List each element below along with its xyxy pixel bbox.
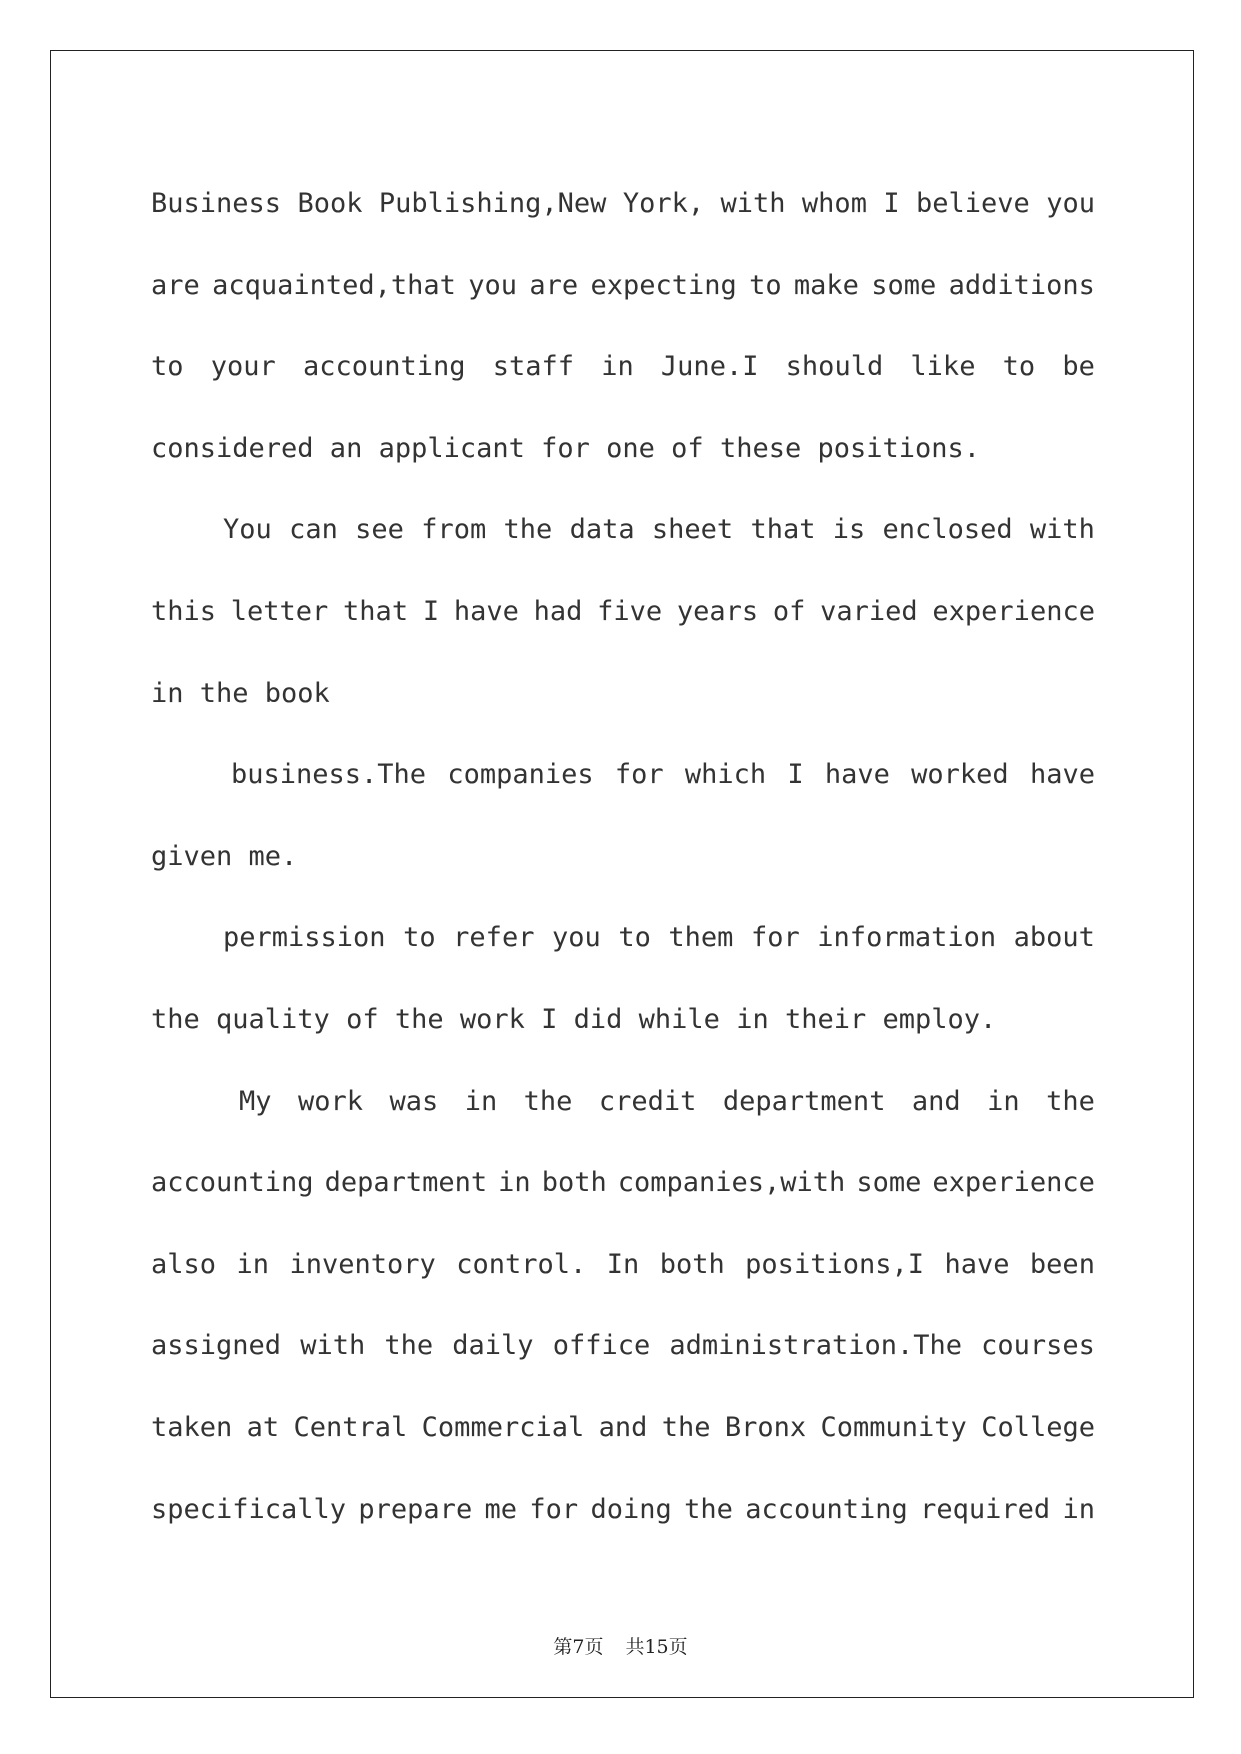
word: also xyxy=(151,1248,217,1280)
word: refer xyxy=(453,922,535,954)
word: in xyxy=(236,1248,269,1280)
word: to xyxy=(618,922,651,954)
word: in xyxy=(464,1085,498,1117)
word: is xyxy=(832,514,866,546)
word: Book xyxy=(297,188,363,219)
word: like xyxy=(910,351,976,383)
word: at xyxy=(246,1411,280,1443)
word: inventory xyxy=(289,1248,436,1280)
word: had xyxy=(533,595,583,627)
word: are xyxy=(529,269,579,301)
word: me xyxy=(484,1493,518,1525)
word: worked xyxy=(911,759,1009,791)
word: accounting xyxy=(745,1493,908,1525)
word: have xyxy=(944,1248,1010,1280)
word: for xyxy=(529,1493,579,1525)
word: and xyxy=(598,1411,648,1443)
word: was xyxy=(389,1085,439,1117)
word: I xyxy=(787,759,804,791)
word: daily xyxy=(452,1330,534,1362)
text-line xyxy=(151,734,1095,816)
word: in xyxy=(498,1167,531,1199)
word: see xyxy=(355,514,404,546)
word: with xyxy=(720,188,786,219)
word: this xyxy=(151,595,217,627)
text-line xyxy=(151,571,1095,653)
word: You xyxy=(223,514,272,546)
word: accounting xyxy=(151,1167,314,1199)
word: be xyxy=(1062,351,1095,383)
word: Publishing,New xyxy=(378,188,607,219)
word: the xyxy=(503,514,553,546)
word: department xyxy=(324,1167,488,1199)
word: whom xyxy=(801,188,867,219)
word: Community xyxy=(820,1411,967,1443)
text-line xyxy=(151,163,1095,245)
word: varied xyxy=(820,595,918,627)
word: the xyxy=(684,1493,733,1525)
word: companies xyxy=(447,759,594,791)
word: I xyxy=(422,595,440,627)
page-footer xyxy=(0,1632,1241,1659)
word: to xyxy=(1002,351,1036,383)
word: and xyxy=(911,1085,961,1117)
word: years xyxy=(676,595,759,627)
word: department xyxy=(722,1085,886,1117)
word: control. xyxy=(456,1248,587,1280)
word: letter xyxy=(230,595,329,627)
word: expecting xyxy=(590,269,737,301)
word: in xyxy=(1062,1493,1095,1525)
word: taken xyxy=(151,1411,233,1443)
word: should xyxy=(785,351,884,383)
word: staff xyxy=(492,351,574,383)
page-total: 共15页 xyxy=(625,1636,688,1658)
word: been xyxy=(1029,1248,1095,1280)
word: have xyxy=(1029,759,1095,791)
word: additions xyxy=(948,269,1095,301)
word: College xyxy=(981,1411,1095,1443)
word: are xyxy=(151,269,200,301)
word: have xyxy=(824,759,890,791)
word: Central xyxy=(293,1411,408,1443)
word: York, xyxy=(622,188,705,219)
word: to xyxy=(749,269,782,301)
word: information xyxy=(817,922,997,954)
word: have xyxy=(453,595,519,627)
word: in xyxy=(601,351,634,383)
word: them xyxy=(668,922,734,954)
text-line xyxy=(151,1142,1095,1224)
word: credit xyxy=(598,1085,697,1117)
word: required xyxy=(920,1493,1051,1525)
word: enclosed xyxy=(882,514,1013,546)
word: you xyxy=(1046,188,1095,219)
word: which xyxy=(684,759,767,791)
word: in xyxy=(987,1085,1020,1117)
word: five xyxy=(597,595,663,627)
word: positions,I xyxy=(745,1248,924,1280)
text-line xyxy=(151,1224,1095,1306)
word: acquainted,that xyxy=(212,269,456,301)
text-line xyxy=(151,245,1095,327)
word: make xyxy=(793,269,859,301)
word: I xyxy=(883,188,900,219)
word: some xyxy=(871,269,937,301)
word: some xyxy=(856,1167,922,1199)
page-number: 第7页 xyxy=(553,1636,604,1658)
word: both xyxy=(659,1248,725,1280)
word: courses xyxy=(981,1330,1095,1362)
word: administration.The xyxy=(669,1330,962,1362)
word: permission xyxy=(223,922,386,954)
word: sheet xyxy=(651,514,734,546)
word: that xyxy=(343,595,409,627)
word: data xyxy=(569,514,635,546)
text-line: considered an applicant for one of these positions. xyxy=(151,432,981,464)
word: believe xyxy=(916,188,1030,219)
word: doing xyxy=(590,1493,672,1525)
word: the xyxy=(523,1085,573,1117)
text-line xyxy=(151,326,1095,408)
word: experience xyxy=(932,595,1095,627)
word: with xyxy=(1029,514,1095,546)
word: that xyxy=(750,514,816,546)
word: you xyxy=(552,922,601,954)
word: for xyxy=(750,922,800,954)
word: assigned xyxy=(151,1330,282,1362)
word: prepare xyxy=(358,1493,473,1525)
word: accounting xyxy=(302,351,466,383)
text-line xyxy=(151,489,1095,571)
word: Commercial xyxy=(421,1411,585,1443)
word: Business xyxy=(151,188,282,219)
word: work xyxy=(297,1085,363,1117)
word: you xyxy=(468,269,518,301)
letter-body xyxy=(151,163,1095,1550)
word: can xyxy=(289,514,338,546)
word: specifically xyxy=(151,1493,347,1525)
text-line xyxy=(151,1387,1095,1469)
word: both xyxy=(541,1167,607,1199)
word: experience xyxy=(932,1167,1095,1199)
word: about xyxy=(1013,922,1095,954)
text-line: in the book xyxy=(151,677,330,709)
word: My xyxy=(239,1085,272,1117)
text-line xyxy=(151,1305,1095,1387)
word: to xyxy=(151,351,184,383)
word: Bronx xyxy=(724,1411,807,1443)
word: to xyxy=(403,922,436,954)
word: the xyxy=(661,1411,711,1443)
word: the xyxy=(1046,1085,1095,1117)
word: with xyxy=(300,1330,366,1362)
word: for xyxy=(614,759,664,791)
word: your xyxy=(210,351,276,383)
word: of xyxy=(772,595,806,627)
text-line: the quality of the work I did while in their employ. xyxy=(151,1003,997,1035)
word: In xyxy=(606,1248,640,1280)
text-line xyxy=(151,1469,1095,1551)
word: the xyxy=(384,1330,434,1362)
word: business.The xyxy=(231,759,427,791)
word: from xyxy=(421,514,487,546)
word: companies,with xyxy=(617,1167,846,1199)
word: June.I xyxy=(660,351,759,383)
word: office xyxy=(552,1330,651,1362)
text-line xyxy=(151,897,1095,979)
text-line: given me. xyxy=(151,840,298,872)
text-line xyxy=(151,1061,1095,1143)
